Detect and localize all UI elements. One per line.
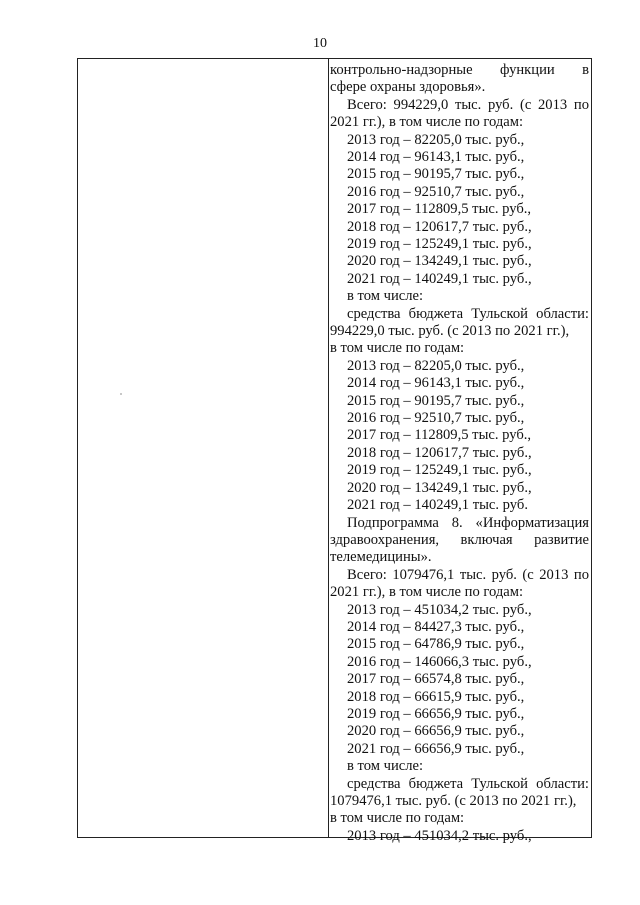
text-line: 2016 год – 92510,7 тыс. руб., xyxy=(347,410,525,427)
text-line: 2014 год – 96143,1 тыс. руб., xyxy=(347,375,525,392)
text-line: 2017 год – 112809,5 тыс. руб., xyxy=(347,201,532,218)
left-column-empty-cell xyxy=(78,59,328,837)
text-line: 2021 гг.), в том числе по годам: xyxy=(330,584,524,601)
text-line: 2017 год – 112809,5 тыс. руб., xyxy=(347,427,532,444)
text-line: 2020 год – 134249,1 тыс. руб., xyxy=(347,479,532,496)
text-line: контрольно-надзорные функции в xyxy=(330,62,589,78)
text-line: 2021 гг.), в том числе по годам: xyxy=(330,114,524,131)
text-line: здравоохранения, включая развитие xyxy=(330,531,589,548)
text-line: 2020 год – 134249,1 тыс. руб., xyxy=(347,253,532,270)
text-line: 2020 год – 66656,9 тыс. руб., xyxy=(347,723,525,740)
text-line: 2019 год – 125249,1 тыс. руб., xyxy=(347,236,532,253)
text-line: 2016 год – 146066,3 тыс. руб., xyxy=(347,653,532,670)
text-line: 2018 год – 120617,7 тыс. руб., xyxy=(347,218,532,235)
text-line: 2018 год – 66615,9 тыс. руб., xyxy=(347,688,525,705)
text-line: 994229,0 тыс. руб. (с 2013 по 2021 гг.), xyxy=(330,323,570,340)
text-line: 1079476,1 тыс. руб. (с 2013 по 2021 гг.), xyxy=(330,792,577,809)
text-line: 2017 год – 66574,8 тыс. руб., xyxy=(347,671,525,688)
table-frame xyxy=(77,58,592,844)
scan-speck xyxy=(120,393,122,395)
text-line: 2013 год – 82205,0 тыс. руб., xyxy=(347,357,525,374)
text-line: в том числе: xyxy=(347,758,424,775)
text-line: 2014 год – 84427,3 тыс. руб., xyxy=(347,618,525,635)
text-line: в том числе по годам: xyxy=(330,340,465,357)
text-line: 2018 год – 120617,7 тыс. руб., xyxy=(347,444,532,461)
text-line: 2019 год – 125249,1 тыс. руб., xyxy=(347,462,532,479)
text-line: 2019 год – 66656,9 тыс. руб., xyxy=(347,705,525,722)
text-line: 2013 год – 451034,2 тыс. руб., xyxy=(347,827,532,844)
text-line: 2015 год – 90195,7 тыс. руб., xyxy=(347,166,525,183)
text-line: телемедицины». xyxy=(330,549,432,566)
text-line: 2016 год – 92510,7 тыс. руб., xyxy=(347,183,525,200)
text-line: 2014 год – 96143,1 тыс. руб., xyxy=(347,149,525,165)
text-line: 2013 год – 82205,0 тыс. руб., xyxy=(347,131,525,148)
text-line: сфере охраны здоровья». xyxy=(330,79,486,96)
text-line: 2021 год – 140249,1 тыс. руб. xyxy=(347,497,528,514)
text-line: Всего: 994229,0 тыс. руб. (с 2013 по xyxy=(347,96,589,113)
text-line: в том числе: xyxy=(347,288,424,305)
text-line: 2013 год – 451034,2 тыс. руб., xyxy=(347,601,532,618)
text-line: 2015 год – 90195,7 тыс. руб., xyxy=(347,392,525,409)
column-divider xyxy=(328,59,329,837)
text-line: 2021 год – 66656,9 тыс. руб., xyxy=(347,740,525,757)
right-column-text xyxy=(330,62,589,845)
text-line: Всего: 1079476,1 тыс. руб. (с 2013 по xyxy=(347,566,589,583)
text-line: средства бюджета Тульской области: xyxy=(347,305,589,322)
text-line: в том числе по годам: xyxy=(330,810,465,827)
page-number: 10 xyxy=(313,36,327,51)
text-line: Подпрограмма 8. «Информатизация xyxy=(347,514,589,531)
text-line: средства бюджета Тульской области: xyxy=(347,775,589,792)
text-line: 2021 год – 140249,1 тыс. руб., xyxy=(347,270,532,287)
text-line: 2015 год – 64786,9 тыс. руб., xyxy=(347,636,525,653)
